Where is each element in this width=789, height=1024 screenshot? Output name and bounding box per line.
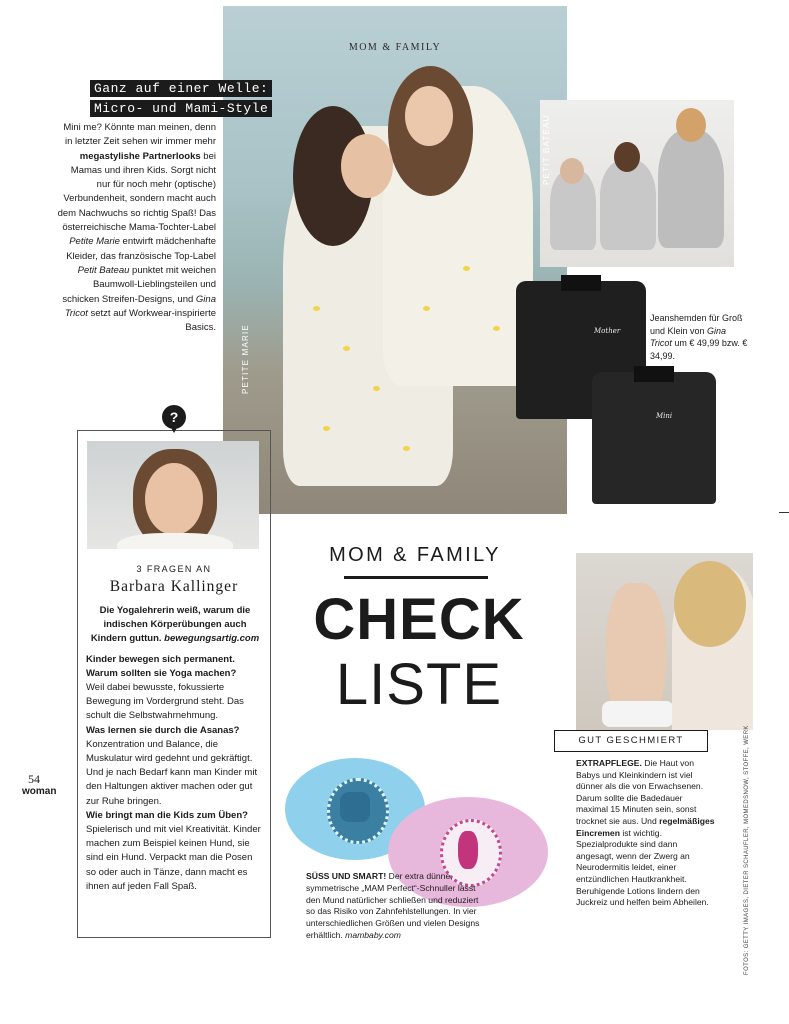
interview-kicker: 3 FRAGEN AN	[136, 564, 212, 574]
jacket-small	[592, 372, 716, 504]
mother-figure	[658, 130, 724, 248]
dragon-motif-icon	[340, 792, 370, 822]
lead-text: Die Yogalehrerin weiß, warum die indischen Körperübungen auch Kindern guttun.	[90, 605, 251, 645]
portrait-face	[145, 463, 203, 535]
pacifier-text: Der extra dünne, symmetrische „MAM Perfect“-Schnuller lässt den Mund natürlicher schließen und reduziert so das Risiko von Zahnfehlstellungen. In vier unterschiedlichen Größen und vielen Designs erhältlich.	[306, 871, 480, 940]
lemon-print	[313, 306, 320, 311]
intro-text-1: Mini me? Könnte man meinen, denn in letzter Zeit sehen wir immer mehr	[63, 122, 216, 148]
interview-lead	[86, 604, 264, 647]
portrait-shirt	[117, 533, 233, 549]
care-caption	[576, 758, 716, 909]
intro-bold-partnerlooks: megastylishe Partnerlooks	[79, 150, 201, 162]
care-text-2: ist wichtig. Spezialprodukte sind dann angesagt, wenn der Zwerg an Neurodermitis leidet, einer entzündlichen Hautkrankheit. Beruhigende Lotions lindern den Juckreiz und helfen beim Abheilen.	[576, 827, 709, 908]
answer-1: Weil dabei bewusste, fokussierte Bewegung im Vordergrund steht. Das schult die Selbstwahrnehmung.	[86, 682, 244, 722]
girl-head	[614, 142, 640, 172]
intro-text-3: entwirft mädchenhafte Kleider, das französische Top-Label	[66, 236, 216, 262]
pacifier-heading: SÜSS UND SMART!	[306, 871, 387, 881]
lemon-print	[463, 266, 470, 271]
answer-3: Spielerisch und mit viel Kreativität. Kinder machen zum Beispiel keinen Hund, sie sind ein Hund. Verpackt man die Posen so oder auch in Tänze, dann macht es ihnen auf jeden Fall Spaß.	[86, 824, 261, 892]
intro-text-4: punktet mit weichen Baumwoll-Lieblingsteilen und schicken Streifen-Designs, und	[62, 264, 216, 305]
intro-headline	[90, 79, 286, 119]
portrait-photo	[87, 441, 259, 549]
care-label: GUT GESCHMIERT	[554, 730, 708, 752]
jackets-caption	[650, 312, 750, 362]
petit-bateau-photo	[540, 100, 734, 267]
mother-head	[676, 108, 706, 142]
section-kicker: MOM & FAMILY	[329, 544, 501, 566]
lemon-print	[373, 386, 380, 391]
lead-link: bewegungsartig.com	[164, 633, 260, 645]
intro-text-2: bei Mamas und ihren Kids. Sorgt nicht nur für noch mehr (optische) Verbundenheit, sondern macht auch dem Nachwuchs so richtig Spaß! Das österreichische Mama-Tochter-Label	[57, 150, 216, 234]
jacket-collar	[634, 366, 674, 382]
child-head	[560, 158, 584, 184]
headline-line-1: Ganz auf einer Welle:	[90, 80, 272, 97]
lemon-print	[403, 446, 410, 451]
photo-credit-petit-bateau: PETIT BATEAU	[542, 114, 551, 185]
interviewee-name: Barbara Kallinger	[109, 578, 239, 595]
question-badge: ?	[162, 405, 186, 429]
question-1: Kinder bewegen sich permanent. Warum sollten sie Yoga machen?	[86, 653, 237, 679]
pacifier-link: mambaby.com	[345, 929, 401, 940]
jacket-embroidery-mini: Mini	[656, 412, 673, 420]
brand-petite-marie: Petite Marie	[69, 236, 120, 248]
pacifier-caption	[306, 871, 486, 942]
question-3: Wie bringt man die Kids zum Üben?	[86, 809, 248, 821]
seahorse-motif-icon	[458, 831, 478, 869]
care-bold: regelmäßiges Eincremen	[576, 815, 715, 838]
brand-gina-tricot: Gina Tricot	[64, 293, 216, 319]
title-check: CHECK	[313, 587, 525, 652]
mother-face	[341, 134, 393, 198]
intro-text-5: setzt auf Workwear-inspirierte Basics.	[87, 307, 216, 334]
question-2: Was lernen sie durch die Asanas?	[86, 724, 240, 736]
crop-mark	[779, 512, 789, 513]
headline-line-2: Micro- und Mami-Style	[90, 100, 272, 117]
photo-credits: FOTOS: GETTY IMAGES, DIETER SCHAUFLER, MOMEDSNOW, STOFFE, WERK	[744, 725, 750, 975]
hero-kicker: MOM & FAMILY	[348, 42, 442, 53]
girl-figure	[600, 160, 656, 250]
jacket-collar	[561, 275, 601, 291]
interview-text	[86, 604, 264, 894]
care-heading: EXTRAPFLEGE.	[576, 758, 642, 768]
mother-hair	[674, 561, 746, 647]
diaper	[602, 701, 674, 727]
baby-care-photo	[576, 553, 753, 730]
lemon-print	[323, 426, 330, 431]
intro-text	[56, 121, 216, 335]
lemon-print	[343, 346, 350, 351]
care-text-1: Die Haut von Babys und Kleinkindern ist viel dünner als die von Erwachsenen. Darum sollte die Badedauer maximal 15 Minuten sein, sonst trocknet sie aus. Und	[576, 758, 704, 826]
jackets-caption-b: um € 49,99 bzw. € 34,99.	[650, 338, 748, 361]
lemon-print	[423, 306, 430, 311]
jackets-caption-a: Jeanshemden für Groß und Klein von	[650, 313, 743, 336]
jacket-embroidery-mother: Mother	[594, 327, 621, 335]
photo-credit-petite-marie: PETITE MARIE	[241, 324, 250, 394]
lemon-print	[493, 326, 500, 331]
title-liste: LISTE	[335, 652, 503, 717]
page-number: 54	[28, 772, 40, 786]
title-rule	[344, 576, 488, 579]
jackets-brand: Gina Tricot	[650, 325, 727, 348]
answer-2: Konzentration und Balance, die Muskulatur wird gedehnt und gekräftigt. Und je nach Bedarf kann man Kinder mit den Haltungen aktiver machen oder gut zur Ruhe bringen.	[86, 738, 258, 807]
daughter-face	[405, 86, 453, 146]
brand-petit-bateau: Petit Bateau	[77, 264, 130, 276]
magazine-name: woman	[22, 786, 57, 797]
